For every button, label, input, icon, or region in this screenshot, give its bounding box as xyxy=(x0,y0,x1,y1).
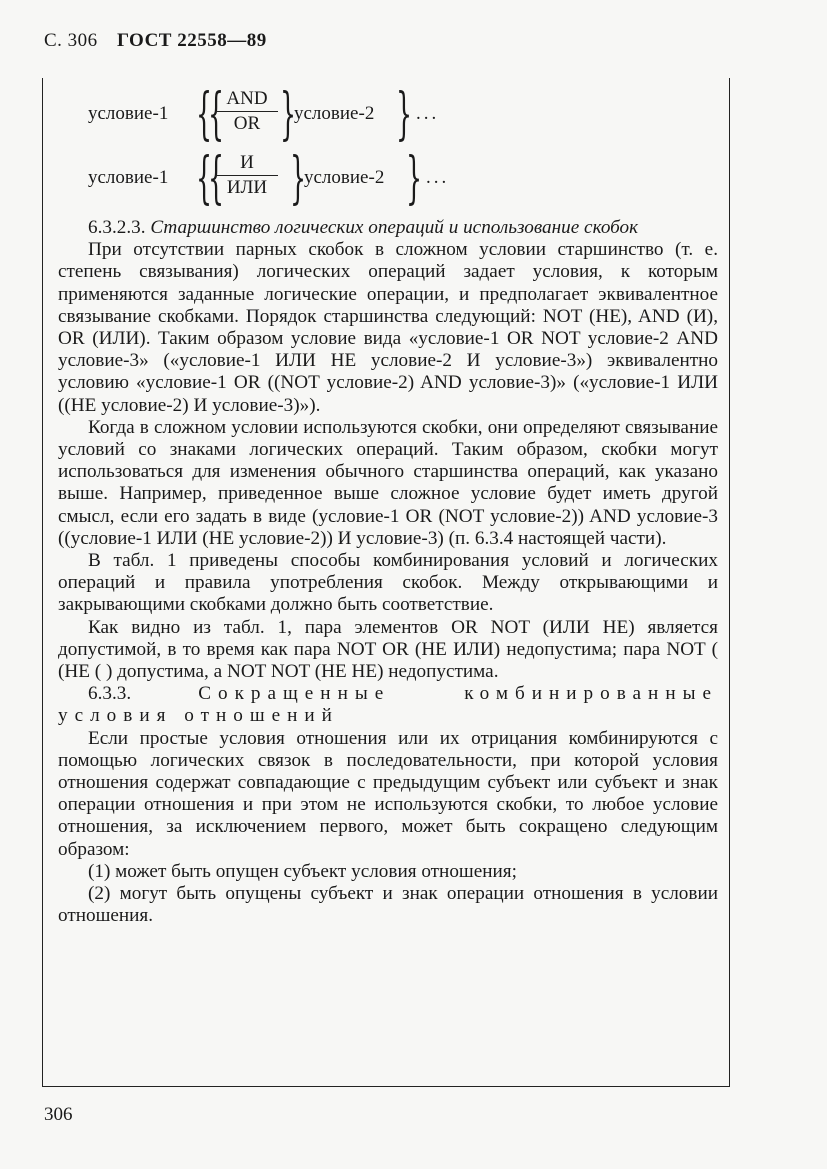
formula-right-operand: условие-2 xyxy=(304,167,385,188)
brace-open-inner: { xyxy=(208,146,225,211)
formula-latin xyxy=(58,82,718,149)
formula-left-operand: условие-1 xyxy=(88,167,169,188)
page-header xyxy=(44,30,267,52)
page-number: 306 xyxy=(44,1104,73,1125)
operator-and: AND xyxy=(216,87,278,112)
section-title: Старшинство логических операций и использование скобок xyxy=(150,217,639,238)
formula-left-operand: условие-1 xyxy=(88,103,169,124)
paragraph: Как видно из табл. 1, пара элементов OR NOT (ИЛИ НЕ) является допустимой, в то время как пара NOT OR (НЕ ИЛИ) недопустима; пара NOT ( (НЕ ( ) допустима, а NOT NOT (НЕ НЕ) недопустима. xyxy=(58,616,718,683)
brace-close-outer: } xyxy=(406,146,423,211)
section-number: 6.3.2.3. xyxy=(88,217,146,238)
paragraph: При отсутствии парных скобок в сложном условии старшинство (т. е. степень связывания) логических операций задает условия, к которым применяются заданные логические операции, и предполагает эквивалентное связывание скобками. Порядок старшинства следующий: NOT (НЕ), AND (И), OR (ИЛИ). Таким образом условие вида «условие-1 OR NOT условие-2 AND условие-3» («условие-1 ИЛИ НЕ условие-2 И условие-3») эквивалентно условию «условие-1 OR ((NOT условие-2) AND условие-3)» («условие-1 ИЛИ ((НЕ условие-2) И условие-3)»). xyxy=(58,239,718,416)
paragraph: Если простые условия отношения или их отрицания комбинируются с помощью логических связок в последовательности, при которой условия отношения содержат совпадающие с предыдущим субъект или субъект и знак операции отношения и при этом не используются скобки, то любое условие отношения, за исключением первого, может быть сокращено следующим образом: xyxy=(58,727,718,860)
formula-cyrillic xyxy=(58,146,718,213)
paragraph: В табл. 1 приведены способы комбинирования условий и логических операций и правила употребления скобок. Между открывающими и закрывающими скобками должно быть соответствие. xyxy=(58,550,718,616)
brace-close-outer: } xyxy=(396,82,413,147)
operator-ili: ИЛИ xyxy=(226,177,268,198)
main-content xyxy=(58,82,718,928)
section-heading-6323 xyxy=(58,217,718,239)
formula-ellipsis: ... xyxy=(426,167,450,188)
section-heading-633 xyxy=(58,683,718,727)
brace-close-inner: } xyxy=(290,146,307,211)
brace-close-inner: } xyxy=(280,82,297,147)
operator-choice xyxy=(216,87,278,136)
brace-open-inner: { xyxy=(208,82,225,147)
operator-choice xyxy=(216,151,278,200)
section-title: Сокращенные комбинированные условия отношений xyxy=(58,683,718,727)
page-label: С. 306 xyxy=(44,30,98,51)
section-number: 6.3.3. xyxy=(88,683,132,705)
paragraph: Когда в сложном условии используются скобки, они определяют связывание условий со знаками логических операций. Таким образом, скобки могут использоваться для изменения обычного старшинства операций, как указано выше. Например, приведенное выше сложное условие будет иметь другой смысл, если его задать в виде (условие-1 OR (NOT условие-2)) AND условие-3 ((условие-1 ИЛИ (НЕ условие-2)) И условие-3) (п. 6.3.4 настоящей части). xyxy=(58,416,718,549)
operator-i: И xyxy=(216,151,278,176)
formula-right-operand: условие-2 xyxy=(294,103,375,124)
standard-number: ГОСТ 22558—89 xyxy=(116,30,267,51)
list-item: (2) могут быть опущены субъект и знак операции отношения в условии отношения. xyxy=(58,883,718,927)
formula-ellipsis: ... xyxy=(416,103,440,124)
brace-open-outer: { xyxy=(196,146,213,211)
brace-open-outer: { xyxy=(196,82,213,147)
list-item: (1) может быть опущен субъект условия отношения; xyxy=(88,860,517,882)
operator-or: OR xyxy=(233,113,261,134)
